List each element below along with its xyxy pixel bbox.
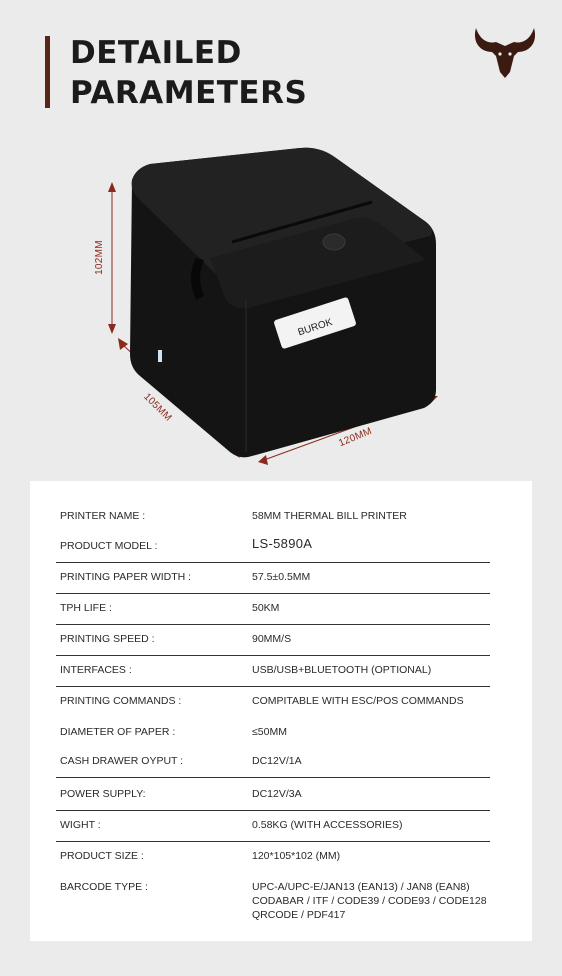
spec-value: 50KM bbox=[252, 602, 280, 614]
spec-row bbox=[30, 536, 490, 569]
spec-value: USB/USB+BLUETOOTH (OPTIONAL) bbox=[252, 664, 432, 676]
spec-key: DIAMETER OF PAPER : bbox=[60, 726, 176, 738]
spec-key: TPH LIFE : bbox=[60, 602, 112, 614]
spec-value: 120*105*102 (MM) bbox=[252, 850, 341, 862]
spec-key: PRINTER NAME : bbox=[60, 510, 146, 522]
spec-value: 90MM/S bbox=[252, 633, 292, 645]
spec-divider bbox=[56, 777, 490, 778]
spec-row bbox=[30, 725, 490, 755]
height-dimension-label: 102MM bbox=[93, 240, 105, 275]
spec-divider bbox=[56, 686, 490, 687]
spec-key: PRINTING SPEED : bbox=[60, 633, 155, 645]
spec-value: COMPITABLE WITH ESC/POS COMMANDS bbox=[252, 695, 464, 707]
spec-value: DC12V/1A bbox=[252, 755, 302, 767]
printer-illustration bbox=[0, 140, 562, 480]
spec-key: CASH DRAWER OYPUT : bbox=[60, 755, 184, 767]
depth-dimension-label: 105MM bbox=[141, 391, 174, 424]
title-accent-bar bbox=[45, 36, 50, 108]
width-dimension-label: 120MM bbox=[337, 425, 374, 450]
spec-row bbox=[30, 663, 490, 693]
spec-divider bbox=[56, 841, 490, 842]
spec-row bbox=[30, 632, 490, 662]
spec-key: PRINTING COMMANDS : bbox=[60, 695, 182, 707]
spec-key: PRODUCT SIZE : bbox=[60, 850, 144, 862]
page-title bbox=[70, 33, 307, 113]
spec-row bbox=[30, 601, 490, 631]
spec-value: 57.5±0.5MM bbox=[252, 571, 311, 583]
printer-brand-label: BUROK bbox=[296, 316, 334, 339]
spec-divider bbox=[56, 562, 490, 563]
spec-row bbox=[30, 509, 490, 539]
spec-value: 58MM THERMAL BILL PRINTER bbox=[252, 510, 407, 522]
spec-row bbox=[30, 694, 490, 724]
spec-value: DC12V/3A bbox=[252, 788, 302, 800]
spec-key: INTERFACES : bbox=[60, 664, 132, 676]
spec-divider bbox=[56, 655, 490, 656]
spec-key: PRINTING PAPER WIDTH : bbox=[60, 571, 192, 583]
spec-value: LS-5890A bbox=[252, 536, 313, 551]
spec-divider bbox=[56, 624, 490, 625]
spec-row bbox=[30, 787, 490, 817]
spec-row bbox=[30, 570, 490, 600]
spec-key: BARCODE TYPE : bbox=[60, 881, 148, 893]
spec-divider bbox=[56, 593, 490, 594]
spec-row bbox=[30, 754, 490, 784]
spec-value: 0.58KG (WITH ACCESSORIES) bbox=[252, 819, 403, 831]
spec-key: WIGHT : bbox=[60, 819, 101, 831]
spec-row bbox=[30, 849, 490, 879]
spec-key: POWER SUPPLY: bbox=[60, 788, 146, 800]
spec-row bbox=[30, 880, 490, 921]
spec-key: PRODUCT MODEL : bbox=[60, 540, 158, 552]
spec-row bbox=[30, 818, 490, 848]
title-line-2: PARAMETERS bbox=[70, 75, 308, 111]
spec-value: ≤50MM bbox=[252, 726, 287, 738]
title-line-1: DETAILED bbox=[70, 35, 242, 71]
spec-value: UPC-A/UPC-E/JAN13 (EAN13) / JAN8 (EAN8) CODABAR / ITF / CODE39 / CODE93 / CODE128 QRCODE / PDF417 bbox=[252, 881, 487, 921]
spec-divider bbox=[56, 810, 490, 811]
bull-logo-icon bbox=[470, 22, 540, 82]
